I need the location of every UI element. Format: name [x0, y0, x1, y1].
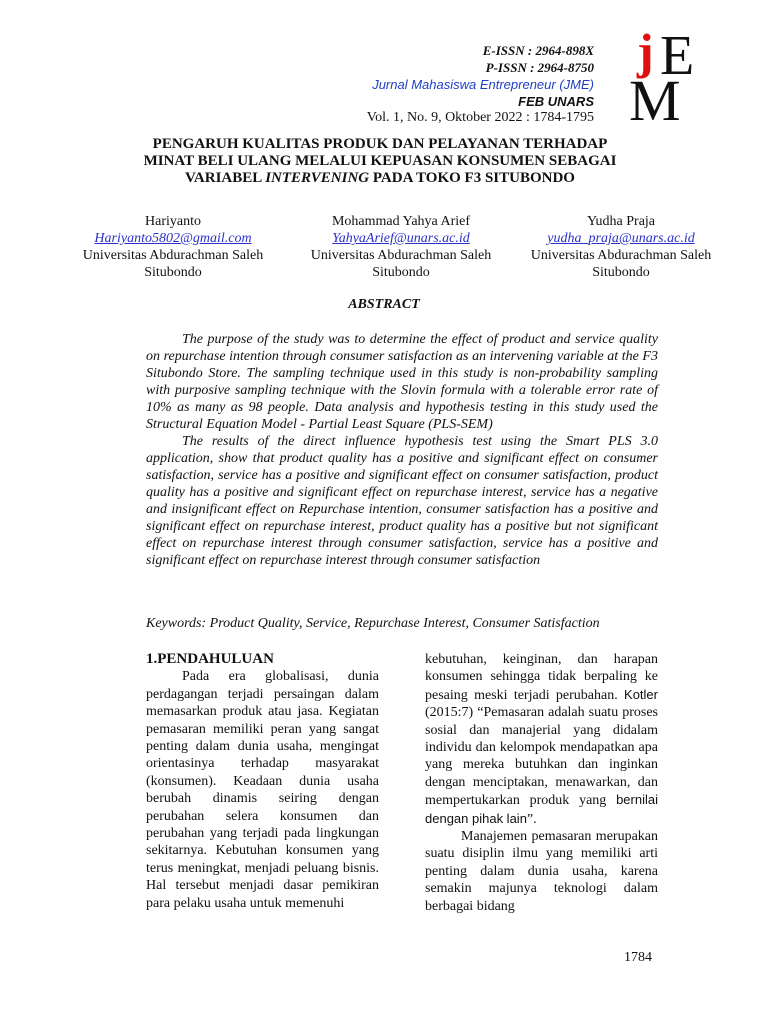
volume-info: Vol. 1, No. 9, Oktober 2022 : 1784-1795 — [366, 110, 594, 125]
author-affiliation: Universitas Abdurachman Saleh — [82, 248, 264, 263]
author-1 — [63, 213, 283, 281]
citation-kotler: Kotler — [624, 686, 658, 702]
author-name: Hariyanto — [145, 214, 201, 229]
faculty-label: FEB UNARS — [518, 94, 594, 109]
logo-letter-m: M — [629, 68, 681, 133]
title-line-2: MINAT BELI ULANG MELALUI KEPUASAN KONSUMEN SEBAGAI — [143, 153, 617, 169]
author-city: Situbondo — [592, 265, 650, 280]
abstract-heading: ABSTRACT — [348, 297, 420, 312]
intro-paragraph-2: Manajemen pemasaran merupakan suatu disiplin ilmu yang memiliki arti penting dalam dunia usaha, karena semakin majunya teknologi dalam berbagai bidang — [425, 829, 658, 914]
author-name: Yudha Praja — [586, 214, 656, 229]
journal-name: Jurnal Mahasiswa Entrepreneur (JME) — [372, 77, 594, 92]
abstract-paragraph-2: The results of the direct influence hypothesis test using the Smart PLS 3.0 application, show that product quality has a positive and significant effect on consumer satisfaction, service has a positive and significant effect on consumer satisfaction, product quality has a positive and significant effect on repurchase interest, service has a negative and insignificant effect on Repurchase intention, consumer satisfaction has a positive and significant effect on repurchase interest, product quality has a positive but not significant effect on repurchase interest through consumer satisfaction, service has a positive and significant effect on repurchase interest through consumer satisfaction — [146, 434, 658, 568]
author-name: Mohammad Yahya Arief — [331, 214, 471, 229]
title-line-1: PENGARUH KUALITAS PRODUK DAN PELAYANAN TERHADAP — [152, 136, 608, 152]
logo-letter-j: j — [637, 23, 654, 79]
author-city: Situbondo — [144, 265, 202, 280]
page-number: 1784 — [624, 950, 652, 965]
logo-letter-e: E — [660, 25, 695, 87]
abstract-paragraph-1: The purpose of the study was to determine the effect of product and service quality on repurchase intention through consumer satisfaction as an intervening variable at the F3 Situbondo Store. The sampling technique used in this study is non-probability sampling with purposive sampling technique with the Slovin formula with a tolerable error rate of 10% as many as 98 people. Data analysis and hypothesis testing in this study used the Structural Equation Model - Partial Least Square (PLS-SEM) — [146, 332, 658, 432]
author-affiliation: Universitas Abdurachman Saleh — [310, 248, 492, 263]
journal-logo — [627, 23, 717, 133]
intro-paragraph-1: Pada era globalisasi, dunia perdagangan terjadi persaingan dalam memasarkan produk atau jasa. Kegiatan pemasaran memiliki peran yang sangat penting dalam dunia usaha, mengingat orientasinya terhadap masyarakat (konsumen). Keadaan dunia usaha berubah dinamis seiring dengan perubahan selera konsumen dan perubahan yang terjadi pada lingkungan sekitarnya. Kebutuhan konsumen yang terus meningkat, menjadi peluang bisnis. Hal tersebut menjadi dasar pemikiran para pelaku usaha untuk memenuhi — [146, 669, 379, 911]
author-email-link[interactable]: YahyaArief@unars.ac.id — [332, 231, 470, 246]
author-email-link[interactable]: yudha_praja@unars.ac.id — [547, 231, 695, 246]
right-column — [425, 651, 658, 915]
author-affiliation: Universitas Abdurachman Saleh — [530, 248, 712, 263]
paper-title — [100, 136, 660, 187]
author-3 — [511, 213, 731, 281]
pissn: P-ISSN : 2964-8750 — [485, 60, 594, 75]
abstract-body — [146, 331, 658, 569]
author-city: Situbondo — [372, 265, 430, 280]
author-2 — [291, 213, 511, 281]
author-email-link[interactable]: Hariyanto5802@gmail.com — [94, 231, 252, 246]
keywords: Keywords: Product Quality, Service, Repurchase Interest, Consumer Satisfaction — [146, 616, 600, 631]
section-heading: 1.PENDAHULUAN — [146, 651, 274, 667]
left-column — [146, 651, 379, 912]
intro-paragraph-continued: kebutuhan, keinginan, dan harapan konsumen sehingga tidak berpaling ke pesaing meski terjadi perubahan. Kotler (2015:7) “Pemasaran adalah suatu proses sosial dan manajerial yang didalam individu dan kelompok mendapatkan apa yang mereka butuhkan dan inginkan dengan menciptakan, menawarkan, dan mempertukarkan produk yang bernilai dengan pihak lain”. — [425, 652, 658, 827]
title-line-3: VARIABEL INTERVENING PADA TOKO F3 SITUBONDO — [185, 170, 575, 186]
eissn: E-ISSN : 2964-898X — [482, 43, 594, 58]
